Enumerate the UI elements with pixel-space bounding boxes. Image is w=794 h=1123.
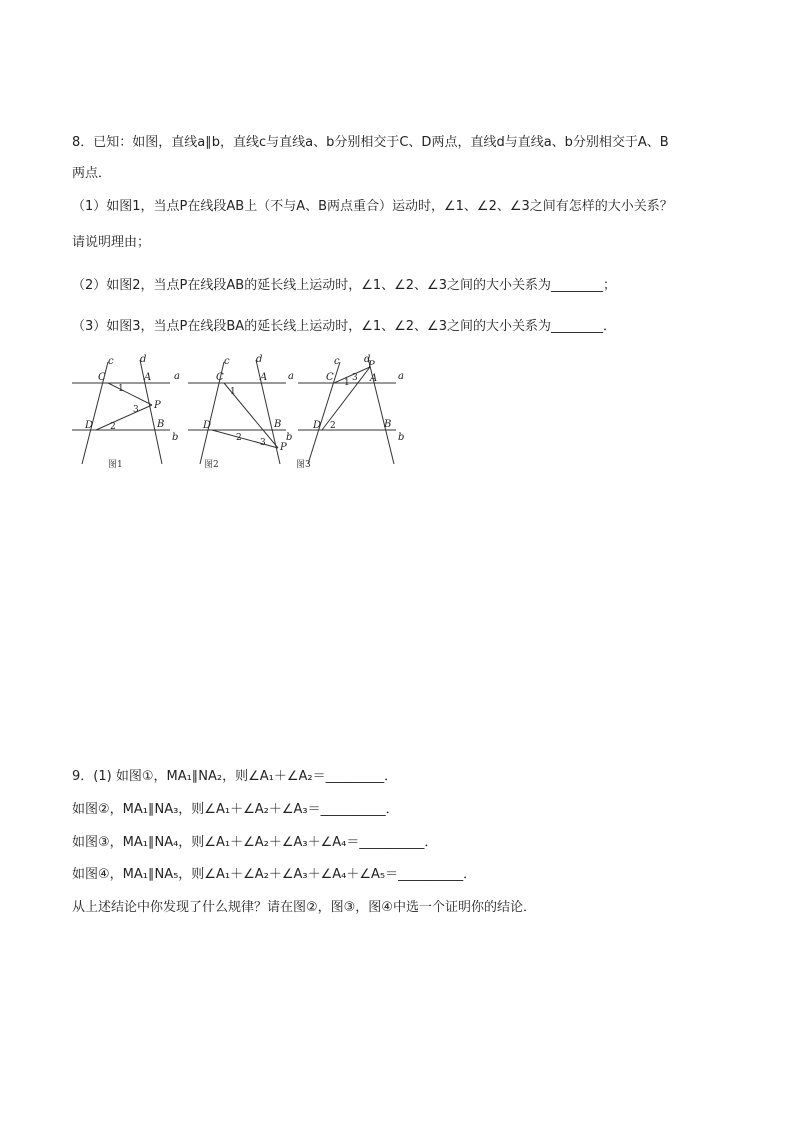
q8-part1-line2: 请说明理由； [72, 235, 151, 250]
fig3-angle-3: 3 [352, 373, 358, 383]
fig3-point-D: D [313, 420, 322, 431]
figure-1 [70, 352, 182, 472]
fig2-point-P: P [280, 442, 287, 453]
fig3-caption: 图3 [296, 460, 311, 470]
fig3-point-B: B [384, 419, 392, 430]
q9-figure4-line: 如图④，MA₁∥NA₅，则∠A₁＋∠A₂＋∠A₃＋∠A₄＋∠A₅＝__________． [72, 867, 477, 882]
figure-3 [296, 352, 408, 472]
q8-statement-line2: 两点． [72, 166, 112, 181]
fig3-label-c: c [334, 356, 340, 367]
fig2-point-D: D [203, 420, 212, 431]
fig1-label-b: b [172, 432, 179, 443]
q9-question: 从上述结论中你发现了什么规律？请在图②，图③，图④中选一个证明你的结论． [72, 900, 536, 915]
fig2-label-d: d [256, 354, 263, 365]
fig2-angle-3: 3 [260, 438, 266, 448]
fig1-angle-2: 2 [110, 422, 116, 432]
q8-part2: （2）如图2，当点P在线段AB的延长线上运动时，∠1、∠2、∠3之间的大小关系为________； [72, 278, 616, 293]
fig2-label-b: b [286, 432, 293, 443]
fig1-label-d: d [140, 354, 147, 365]
fig2-label-c: c [224, 356, 230, 367]
fig2-point-B: B [274, 419, 282, 430]
q9-figure2-line: 如图②，MA₁∥NA₃，则∠A₁＋∠A₂＋∠A₃＝__________． [72, 802, 399, 817]
fig1-label-a: a [174, 371, 180, 382]
fig2-caption: 图2 [204, 460, 219, 470]
fig1-point-P: P [154, 400, 161, 411]
fig2-angle-2: 2 [236, 433, 242, 443]
fig1-point-D: D [85, 420, 94, 431]
q8-part1-line1: （1）如图1，当点P在线段AB上（不与A、B两点重合）运动时，∠1、∠2、∠3之间有怎样的大小关系？ [72, 199, 673, 214]
fig1-angle-1: 1 [118, 384, 124, 394]
fig1-point-A: A [144, 372, 152, 383]
q9-part1: 9．(1) 如图①，MA₁∥NA₂，则∠A₁＋∠A₂＝_________． [72, 769, 398, 784]
fig3-label-b: b [398, 432, 405, 443]
fig2-point-C: C [216, 372, 224, 383]
fig3-point-C: C [326, 372, 334, 383]
fig3-angle-1: 1 [344, 378, 350, 388]
fig2-angle-1: 1 [230, 387, 236, 397]
q8-statement-line1: 8．已知：如图，直线a∥b，直线c与直线a、b分别相交于C、D两点，直线d与直线a、b分别相交于A、B [72, 135, 669, 150]
fig2-label-a: a [288, 371, 294, 382]
q9-figure3-line: 如图③，MA₁∥NA₄，则∠A₁＋∠A₂＋∠A₃＋∠A₄＝__________． [72, 835, 438, 850]
fig3-label-d: d [364, 354, 371, 365]
fig1-caption: 图1 [108, 460, 123, 470]
fig3-angle-2: 2 [330, 421, 336, 431]
fig1-angle-3: 3 [133, 405, 139, 415]
fig3-point-P: P [368, 360, 375, 371]
fig1-point-B: B [157, 419, 165, 430]
fig3-point-A: A [370, 373, 378, 384]
figure-2 [186, 352, 298, 472]
q8-part3: （3）如图3，当点P在线段BA的延长线上运动时，∠1、∠2、∠3之间的大小关系为________． [72, 319, 616, 334]
fig2-point-A: A [260, 372, 268, 383]
fig3-label-a: a [398, 371, 404, 382]
fig1-label-c: c [108, 356, 114, 367]
fig1-point-C: C [98, 372, 106, 383]
